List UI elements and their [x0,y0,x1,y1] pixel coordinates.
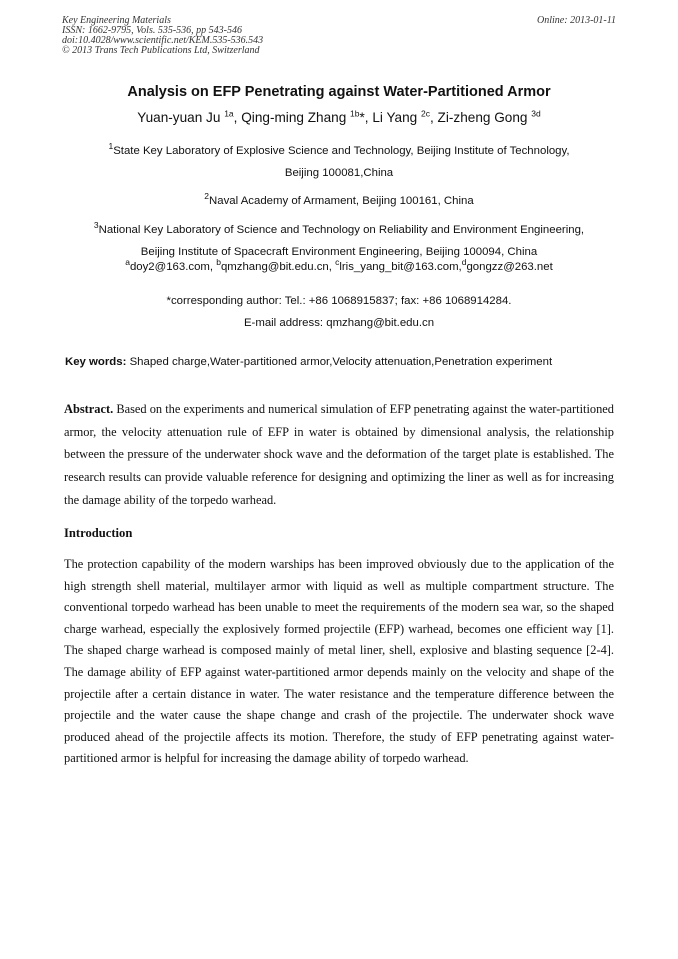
affiliation-text: Beijing 100081,China [284,167,394,179]
abstract-label: Abstract. [64,402,114,416]
email-address: doy2@163.com, [129,261,217,273]
affiliation-number: 2 [204,191,210,202]
corresponding-email: E-mail address: qmzhang@bit.edu.cn [243,317,435,329]
corresponding-contact: *corresponding author: Tel.: +86 1068915837; fax: +86 1068914284. [166,295,512,307]
abstract [64,398,614,512]
email-sup: b [216,257,221,268]
email-sup: c [335,257,340,268]
affiliation-2 [0,190,678,212]
keywords [65,356,552,368]
email-sup: a [125,257,130,268]
journal-header [62,16,622,56]
author-separator: *, [359,110,373,125]
doi-line: doi:10.4028/www.scientific.net/KEM.535-536.543 [62,35,264,46]
introduction-paragraph: The protection capability of the modern warships has been improved obviously due to the application of the high strength shell material, multilayer armor with liquid as well as multiple compartment structure. The conventional torpedo warhead has been unable to meet the requirements of the modern sea war, so the shaped charge warhead, especially the explosively formed projectile (EFP) warhead, becomes one efficient way [1]. The shaped charge warhead is composed mainly of metal liner, shell, explosive and blasting sequence [2-4]. The damage ability of EFP against water-partitioned armor depends mainly on the velocity and shape of the projectile after a certain distance in water. The water resistance and the temperature difference between the projectile and the water cause the shape change and crash of the projectile. The underwater shock wave produced ahead of the projectile affects its motion. Therefore, the study of EFP penetrating against water-partitioned armor is helpful for increasing the damage ability of torpedo warhead. [64,557,614,766]
email-sup: d [461,257,467,268]
affiliation-number: 3 [93,220,99,231]
author-affiliation-sup: 1b [350,108,360,119]
author-name: Qing-ming Zhang [241,110,347,125]
section-heading-introduction: Introduction [64,526,133,540]
online-date: Online: 2013-01-11 [537,15,616,26]
author-affiliation-sup: 3d [531,108,541,119]
affiliation-text: State Key Laboratory of Explosive Science and Technology, Beijing Institute of Technology, [113,145,570,157]
author-list [0,110,678,125]
abstract-text: Based on the experiments and numerical simulation of EFP penetrating against the water-partitioned armor, the velocity attenuation rule of EFP in water is obtained by dimensional analysis, the relationship between the pressure of the underwater shock wave and the deformation of the target plate is established. The research results can provide valuable reference for designing and optimizing the liner as well as for increasing the damage ability of the torpedo warhead. [64,402,614,507]
affiliation-text: Naval Academy of Armament, Beijing 100161, China [209,195,474,207]
affiliation-text: Beijing Institute of Spacecraft Environment Engineering, Beijing 100094, China [140,246,538,258]
copyright-line: © 2013 Trans Tech Publications Ltd, Switzerland [62,45,260,56]
author-separator: , [233,110,242,125]
author-separator: , [429,110,438,125]
author-name: Zi-zheng Gong [437,110,528,125]
paper-title: Analysis on EFP Penetrating against Water-Partitioned Armor [127,84,551,100]
affiliation-number: 1 [108,141,114,152]
email-address: lris_yang_bit@163.com, [339,261,462,273]
author-emails [0,257,678,273]
issn-line: ISSN: 1662-9795, Vols. 535-536, pp 543-546 [62,25,242,36]
author-name: Yuan-yuan Ju [137,110,221,125]
keywords-label: Key words: [65,356,127,368]
email-address: qmzhang@bit.edu.cn, [220,261,336,273]
affiliation-1 [0,140,678,184]
keywords-text: Shaped charge,Water-partitioned armor,Velocity attenuation,Penetration experiment [126,356,553,368]
journal-name: Key Engineering Materials [62,15,171,26]
email-address: gongzz@263.net [466,261,553,273]
author-name: Li Yang [372,110,418,125]
author-affiliation-sup: 1a [224,108,234,119]
author-affiliation-sup: 2c [421,108,430,119]
corresponding-author [0,290,678,334]
affiliation-text: National Key Laboratory of Science and Technology on Reliability and Environment Engineering, [98,224,585,236]
